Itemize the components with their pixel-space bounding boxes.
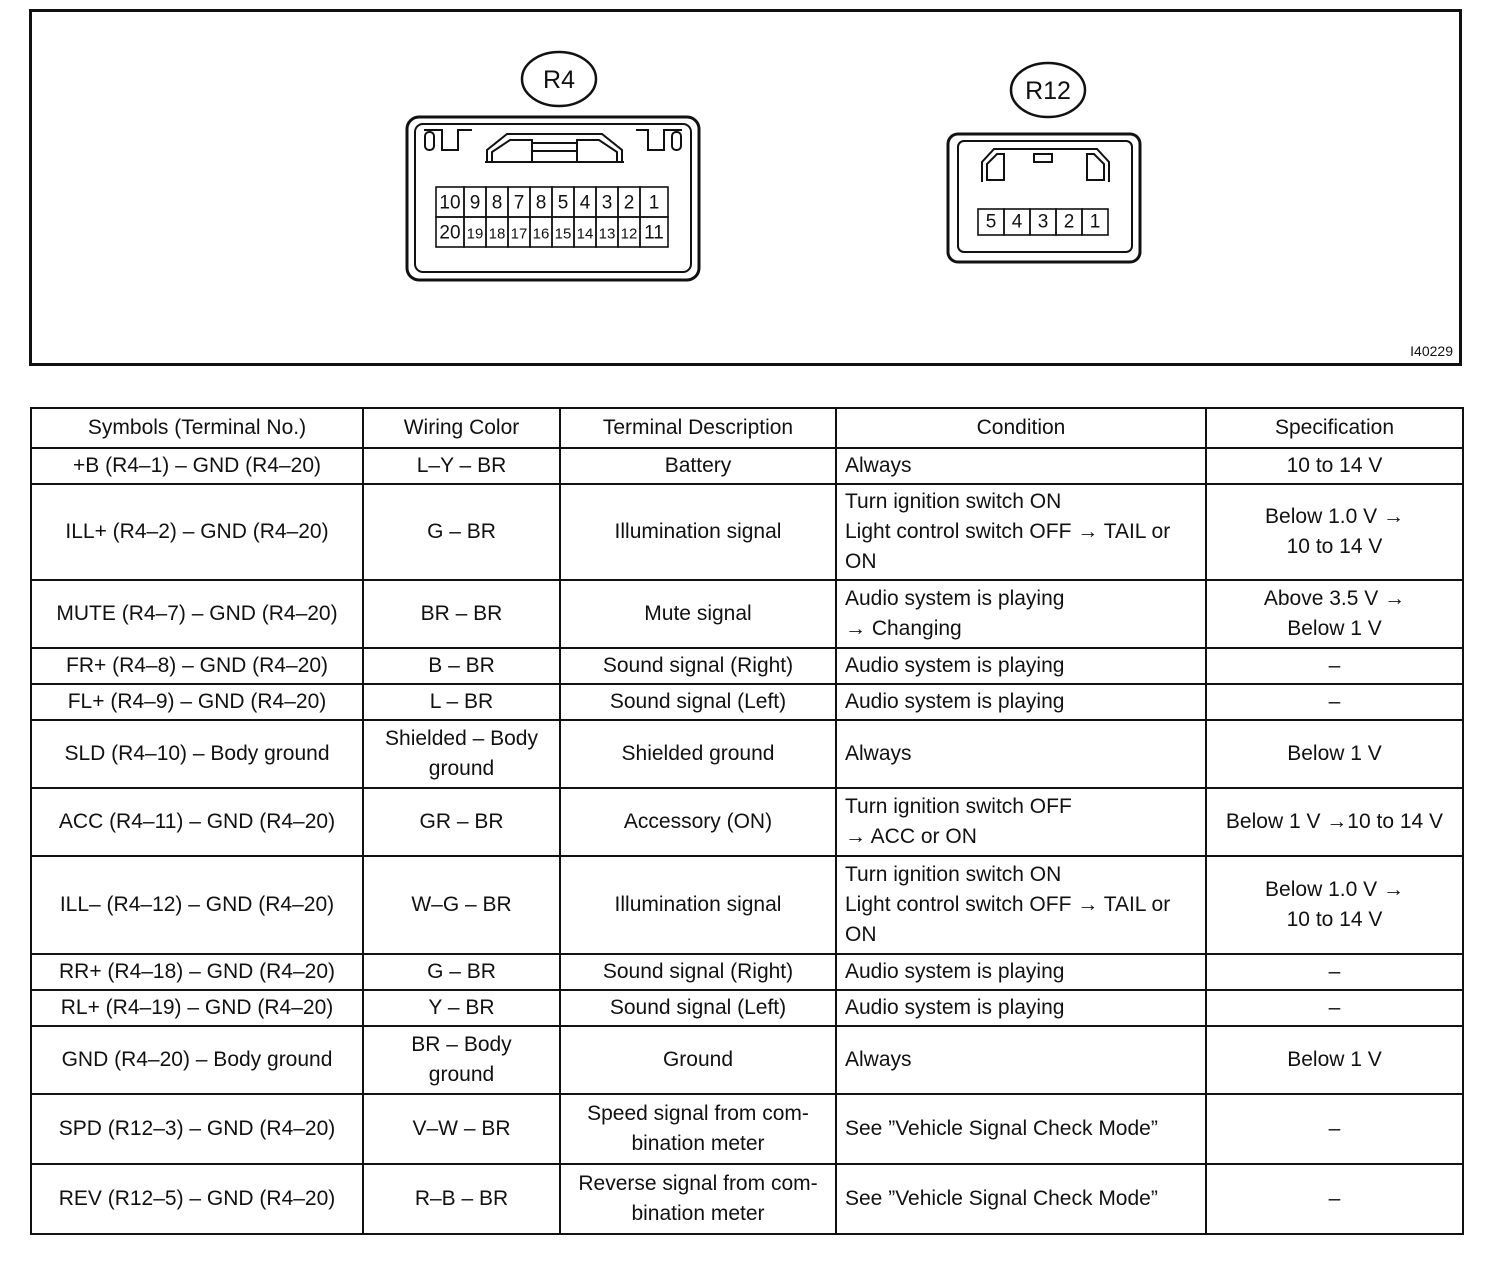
table-body [31, 448, 1463, 1234]
terminal-number: 20 [439, 222, 461, 244]
terminal-number: 14 [576, 225, 594, 243]
terminal-number: 3 [1037, 211, 1049, 233]
terminal-number: 13 [598, 225, 616, 243]
description-cell [560, 720, 836, 788]
connector-r4-terminals [436, 187, 668, 247]
terminal-number: 2 [1063, 211, 1075, 233]
condition-cell-line: → Changing [845, 617, 962, 640]
specification-cell-line: 10 to 14 V [1286, 908, 1383, 931]
terminal-number: 18 [488, 225, 506, 243]
table-row [31, 1164, 1463, 1234]
header-terminal-description: Terminal Description [560, 408, 836, 448]
specification-cell-line: – [1328, 1187, 1341, 1210]
description-cell [560, 1094, 836, 1164]
condition-cell [836, 1094, 1206, 1164]
wiring-color-cell [363, 788, 560, 856]
specification-cell [1206, 580, 1463, 648]
condition-cell-line: → ACC or ON [845, 825, 977, 848]
table-row [31, 954, 1463, 990]
description-cell-line: Battery [664, 454, 732, 477]
table-row [31, 648, 1463, 684]
specification-cell [1206, 720, 1463, 788]
table-row [31, 484, 1463, 580]
wiring-color-cell-line: BR – Body [411, 1033, 512, 1056]
wiring-color-cell [363, 1026, 560, 1094]
wiring-color-cell-line: BR – BR [420, 602, 503, 625]
connector-r12-terminals [978, 209, 1108, 235]
specification-cell [1206, 648, 1463, 684]
terminal-spec-table [30, 407, 1464, 1235]
condition-cell [836, 720, 1206, 788]
r12-lock-left [987, 154, 1004, 180]
symbol-cell: RR+ (R4–18) – GND (R4–20) [31, 954, 363, 990]
condition-cell-line: Turn ignition switch ON [845, 863, 1062, 886]
symbol-cell: SPD (R12–3) – GND (R4–20) [31, 1094, 363, 1164]
wiring-color-cell [363, 720, 560, 788]
terminal-number: 5 [557, 192, 569, 214]
description-cell-line: Ground [662, 1048, 734, 1071]
specification-cell [1206, 990, 1463, 1026]
wiring-color-cell-line: GR – BR [419, 810, 504, 833]
wiring-color-cell-line: B – BR [428, 654, 495, 677]
table-header-row [31, 408, 1463, 448]
description-cell-line: Illumination signal [614, 520, 782, 543]
condition-cell-line: Always [845, 1048, 912, 1071]
wiring-color-cell [363, 580, 560, 648]
wiring-color-cell-line: Y – BR [428, 996, 495, 1019]
r4-lock [487, 134, 622, 162]
description-cell [560, 484, 836, 580]
condition-cell [836, 580, 1206, 648]
condition-cell [836, 684, 1206, 720]
header-symbols: Symbols (Terminal No.) [31, 408, 363, 448]
condition-cell-line: Audio system is playing [845, 654, 1065, 677]
condition-cell [836, 954, 1206, 990]
header-condition: Condition [836, 408, 1206, 448]
specification-cell-line: Below 1 V [1287, 742, 1382, 765]
terminal-number: 4 [579, 192, 591, 214]
description-cell-line: Sound signal (Right) [602, 654, 794, 677]
condition-cell-line: See ”Vehicle Signal Check Mode” [845, 1117, 1158, 1140]
terminal-number: 15 [554, 225, 572, 243]
condition-cell [836, 990, 1206, 1026]
specification-cell-line: – [1328, 654, 1341, 677]
wiring-color-cell-line: W–G – BR [411, 893, 512, 916]
wiring-color-cell [363, 684, 560, 720]
symbol-cell: GND (R4–20) – Body ground [31, 1026, 363, 1094]
specification-cell-line: 10 to 14 V [1286, 535, 1383, 558]
connector-r12-label: R12 [1025, 77, 1071, 105]
condition-cell-line: See ”Vehicle Signal Check Mode” [845, 1187, 1158, 1210]
condition-cell-line: Turn ignition switch OFF [845, 795, 1072, 818]
condition-cell [836, 648, 1206, 684]
description-cell [560, 856, 836, 954]
condition-cell [836, 1026, 1206, 1094]
table-row [31, 1094, 1463, 1164]
description-cell-line: Reverse signal from com- [578, 1172, 818, 1195]
table-row [31, 580, 1463, 648]
header-specification: Specification [1206, 408, 1463, 448]
wiring-color-cell [363, 856, 560, 954]
description-cell-line: Mute signal [644, 602, 752, 625]
r12-lock-right [1087, 154, 1104, 180]
terminal-number: 1 [1089, 211, 1101, 233]
condition-cell [836, 484, 1206, 580]
specification-cell-line: 10 to 14 V [1286, 454, 1383, 477]
wiring-color-cell-line: ground [428, 1063, 495, 1086]
terminal-number: 7 [513, 192, 525, 214]
condition-cell [836, 1164, 1206, 1234]
terminal-number: 17 [510, 225, 528, 243]
condition-cell-line: ON [845, 923, 877, 946]
description-cell [560, 648, 836, 684]
specification-cell [1206, 684, 1463, 720]
terminal-number: 12 [620, 225, 638, 243]
terminal-number: 2 [623, 192, 635, 214]
condition-cell-line: Audio system is playing [845, 996, 1065, 1019]
header-wiring-color: Wiring Color [363, 408, 560, 448]
specification-cell-line: Above 3.5 V → [1263, 587, 1406, 610]
table-row [31, 788, 1463, 856]
description-cell-line: Accessory (ON) [623, 810, 773, 833]
description-cell [560, 788, 836, 856]
symbol-cell: REV (R12–5) – GND (R4–20) [31, 1164, 363, 1234]
description-cell-line: Sound signal (Left) [609, 996, 787, 1019]
condition-cell-line: Audio system is playing [845, 587, 1065, 610]
terminal-number: 9 [469, 192, 481, 214]
description-cell [560, 990, 836, 1026]
condition-cell-line: Light control switch OFF → TAIL or [845, 520, 1171, 543]
connector-figure [29, 9, 1462, 366]
terminal-number: 8 [491, 192, 503, 214]
terminal-number: 16 [532, 225, 550, 243]
specification-cell-line: Below 1 V [1287, 1048, 1382, 1071]
table-row [31, 856, 1463, 954]
terminal-number: 1 [648, 192, 660, 214]
wiring-color-cell-line: L – BR [429, 690, 494, 713]
symbol-cell: ACC (R4–11) – GND (R4–20) [31, 788, 363, 856]
specification-cell-line: Below 1.0 V → [1265, 505, 1404, 528]
table-row [31, 448, 1463, 484]
r4-lock-left [492, 140, 532, 162]
specification-cell-line: – [1328, 996, 1341, 1019]
table-row [31, 1026, 1463, 1094]
terminal-number: 10 [439, 192, 461, 214]
condition-cell [836, 448, 1206, 484]
connector-r4 [407, 52, 699, 280]
wiring-color-cell-line: R–B – BR [414, 1187, 509, 1210]
description-cell-line: Sound signal (Right) [602, 960, 794, 983]
specification-cell-line: Below 1.0 V → [1265, 878, 1404, 901]
specification-cell [1206, 1094, 1463, 1164]
table-row [31, 720, 1463, 788]
condition-cell-line: Audio system is playing [845, 960, 1065, 983]
figure-id: I40229 [1410, 343, 1453, 359]
specification-cell [1206, 448, 1463, 484]
symbol-cell: ILL– (R4–12) – GND (R4–20) [31, 856, 363, 954]
specification-cell-line: Below 1 V →10 to 14 V [1225, 810, 1444, 833]
description-cell [560, 684, 836, 720]
terminal-number: 3 [601, 192, 613, 214]
specification-cell [1206, 954, 1463, 990]
specification-cell [1206, 788, 1463, 856]
description-cell [560, 448, 836, 484]
condition-cell-line: Audio system is playing [845, 690, 1065, 713]
description-cell-line: Illumination signal [614, 893, 782, 916]
specification-cell [1206, 1026, 1463, 1094]
terminal-number: 8 [535, 192, 547, 214]
wiring-color-cell [363, 1094, 560, 1164]
r4-latch-right-slot [672, 132, 681, 150]
description-cell-line: Sound signal (Left) [609, 690, 787, 713]
terminal-number: 4 [1011, 211, 1023, 233]
symbol-cell: FL+ (R4–9) – GND (R4–20) [31, 684, 363, 720]
condition-cell-line: Always [845, 454, 912, 477]
wiring-color-cell-line: V–W – BR [412, 1117, 511, 1140]
symbol-cell: SLD (R4–10) – Body ground [31, 720, 363, 788]
specification-cell-line: – [1328, 1117, 1341, 1140]
wiring-color-cell-line: L–Y – BR [416, 454, 507, 477]
description-cell-line: bination meter [631, 1132, 765, 1155]
r4-latch-left-slot [425, 132, 434, 150]
condition-cell-line: Always [845, 742, 912, 765]
table-row [31, 684, 1463, 720]
condition-cell [836, 856, 1206, 954]
symbol-cell: ILL+ (R4–2) – GND (R4–20) [31, 484, 363, 580]
wiring-color-cell [363, 648, 560, 684]
condition-cell-line: Turn ignition switch ON [845, 490, 1062, 513]
terminal-number: 19 [466, 225, 484, 243]
wiring-color-cell-line: Shielded – Body [385, 727, 538, 750]
wiring-color-cell [363, 990, 560, 1026]
specification-cell [1206, 856, 1463, 954]
specification-cell-line: – [1328, 960, 1341, 983]
r12-lock-bar [1034, 154, 1052, 162]
wiring-color-cell [363, 1164, 560, 1234]
r4-lock-bar [532, 143, 577, 151]
symbol-cell: RL+ (R4–19) – GND (R4–20) [31, 990, 363, 1026]
table-row [31, 990, 1463, 1026]
r4-lock-right [577, 140, 617, 162]
condition-cell-line: ON [845, 550, 877, 573]
wiring-color-cell-line: ground [428, 757, 495, 780]
terminal-number: 5 [985, 211, 997, 233]
symbol-cell: FR+ (R4–8) – GND (R4–20) [31, 648, 363, 684]
description-cell [560, 1164, 836, 1234]
specification-cell [1206, 1164, 1463, 1234]
wiring-color-cell [363, 448, 560, 484]
wiring-color-cell [363, 484, 560, 580]
wiring-color-cell-line: G – BR [427, 960, 496, 983]
connector-r4-label: R4 [543, 66, 575, 94]
description-cell [560, 954, 836, 990]
specification-cell [1206, 484, 1463, 580]
description-cell [560, 1026, 836, 1094]
specification-cell-line: Below 1 V [1287, 617, 1382, 640]
condition-cell-line: Light control switch OFF → TAIL or [845, 893, 1171, 916]
wiring-color-cell-line: G – BR [427, 520, 496, 543]
specification-cell-line: – [1328, 690, 1341, 713]
symbol-cell: +B (R4–1) – GND (R4–20) [31, 448, 363, 484]
description-cell [560, 580, 836, 648]
terminal-number: 11 [644, 222, 664, 244]
description-cell-line: bination meter [631, 1202, 765, 1225]
symbol-cell: MUTE (R4–7) – GND (R4–20) [31, 580, 363, 648]
description-cell-line: Shielded ground [621, 742, 775, 765]
connector-r12 [948, 63, 1140, 262]
description-cell-line: Speed signal from com- [587, 1102, 809, 1125]
connector-diagram [32, 12, 1459, 363]
condition-cell [836, 788, 1206, 856]
wiring-color-cell [363, 954, 560, 990]
